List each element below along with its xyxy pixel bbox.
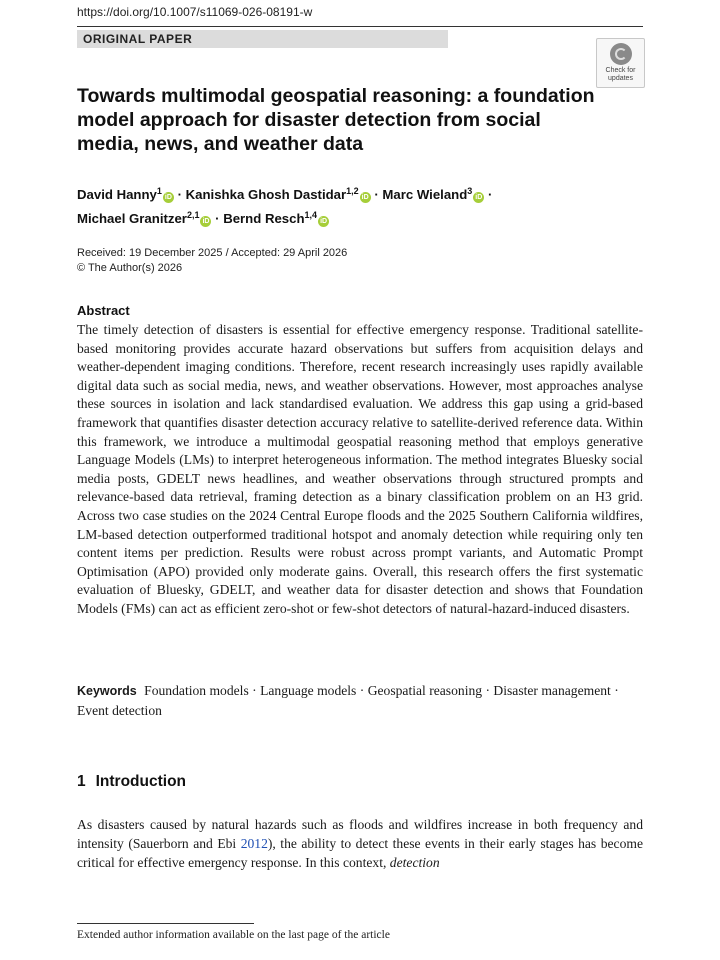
- keyword-separator: ·: [356, 683, 368, 698]
- author-affiliation: 1: [156, 186, 162, 196]
- author-name[interactable]: David Hanny: [77, 187, 157, 202]
- keyword-separator: ·: [482, 683, 494, 698]
- introduction-text: As disasters caused by natural hazards such as floods and wildfires increase in both frequency and intensity (Sauerborn and Ebi 2012), the ability to detect these events in their early stages has become critical for effective emergency response. In this context, detection: [77, 817, 643, 871]
- author-separator: ·: [211, 211, 224, 226]
- abstract-text: The timely detection of disasters is essential for effective emergency response. Traditional satellite-based monitoring provides accurate hazard observations but suffers from acquisition delays and weather-dependent imaging conditions. Therefore, recent research increasingly uses rapidly available digital data such as social media, news, and weather observations. However, most approaches analyse these sources in isolation and lack standardised evaluation. We address this gap using a grid-based framework that quantifies disaster detection accuracy relative to satellite-derived reference data. Within this framework, we introduce a multimodal geospatial reasoning method that employs generative Language Models (LMs) to interpret heterogeneous information. The method integrates Bluesky social media posts, GDELT news headlines, and weather observations through structured prompts and relevance-based data retrieval, framing detection as a binary classification problem on an H3 grid. Across two case studies on the 2024 Central Europe floods and the 2025 Southern California wildfires, LM-based detection outperformed traditional hotspot and anomaly detection while requiring only ten content items per prediction. Results were robust across prompt variants, and Automatic Prompt Optimisation (APO) provided only moderate gains. Overall, this research offers the first systematic evaluation of Bluesky, GDELT, and weather data for disaster detection and shows that Foundation Models (FMs) can act as efficient zero-shot or few-shot detectors of natural-hazard-induced disasters.: [77, 322, 643, 616]
- section-heading: [77, 773, 186, 791]
- article-category-banner: [77, 30, 448, 48]
- keyword-separator: ·: [610, 683, 619, 698]
- received-accepted-dates: Received: 19 December 2025 / Accepted: 29 April 2026: [77, 247, 348, 259]
- footnote-rule: [77, 923, 254, 924]
- orcid-icon[interactable]: iD: [320, 218, 328, 225]
- orcid-icon[interactable]: iD: [475, 194, 483, 201]
- author-name[interactable]: Bernd Resch: [223, 211, 305, 226]
- keywords-label: Keywords: [77, 684, 137, 698]
- author-separator: ·: [370, 187, 383, 202]
- author-separator: ·: [173, 187, 186, 202]
- section-title: Introduction: [95, 773, 187, 790]
- keywords-block: [77, 681, 643, 720]
- keyword: Event detection: [77, 703, 162, 718]
- footnote: Extended author information available on the last page of the article: [77, 929, 390, 941]
- author-name[interactable]: Marc Wieland: [382, 187, 468, 202]
- orcid-icon[interactable]: iD: [164, 194, 172, 201]
- section-number: 1: [77, 773, 86, 790]
- author-affiliation: 2,1: [186, 210, 200, 220]
- keyword: Language models: [260, 683, 357, 698]
- italic-term: detection: [389, 855, 440, 871]
- paper-title: Towards multimodal geospatial reasoning: a foundation model approach for disaster detection from social media, news, and weather data: [77, 85, 595, 155]
- author-affiliation: 3: [467, 186, 473, 196]
- keyword: Disaster management: [493, 683, 611, 698]
- doi-link[interactable]: https://doi.org/10.1007/s11069-026-08191-w: [77, 5, 313, 19]
- abstract-heading: Abstract: [77, 303, 130, 318]
- check-updates-label: Check for updates: [605, 67, 636, 82]
- author-name[interactable]: Michael Granitzer: [77, 211, 187, 226]
- keywords-list: [77, 683, 619, 718]
- publication-dates: [77, 246, 347, 276]
- keyword: Foundation models: [144, 683, 249, 698]
- keyword: Geospatial reasoning: [367, 683, 483, 698]
- author-name[interactable]: Kanishka Ghosh Dastidar: [185, 187, 347, 202]
- author-separator: ·: [484, 187, 493, 202]
- author-list: [77, 181, 597, 229]
- copyright-notice: © The Author(s) 2026: [77, 262, 183, 274]
- citation-link[interactable]: 2012: [240, 836, 268, 852]
- author-affiliation: 1,4: [304, 210, 318, 220]
- check-updates-icon: [610, 43, 632, 65]
- header-rule: [77, 26, 643, 27]
- check-for-updates-button[interactable]: [596, 38, 645, 88]
- author-affiliation: 1,2: [346, 186, 359, 196]
- orcid-icon[interactable]: iD: [361, 194, 369, 201]
- article-category-label: ORIGINAL PAPER: [83, 32, 193, 46]
- orcid-icon[interactable]: iD: [202, 218, 210, 225]
- keyword-separator: ·: [248, 683, 261, 698]
